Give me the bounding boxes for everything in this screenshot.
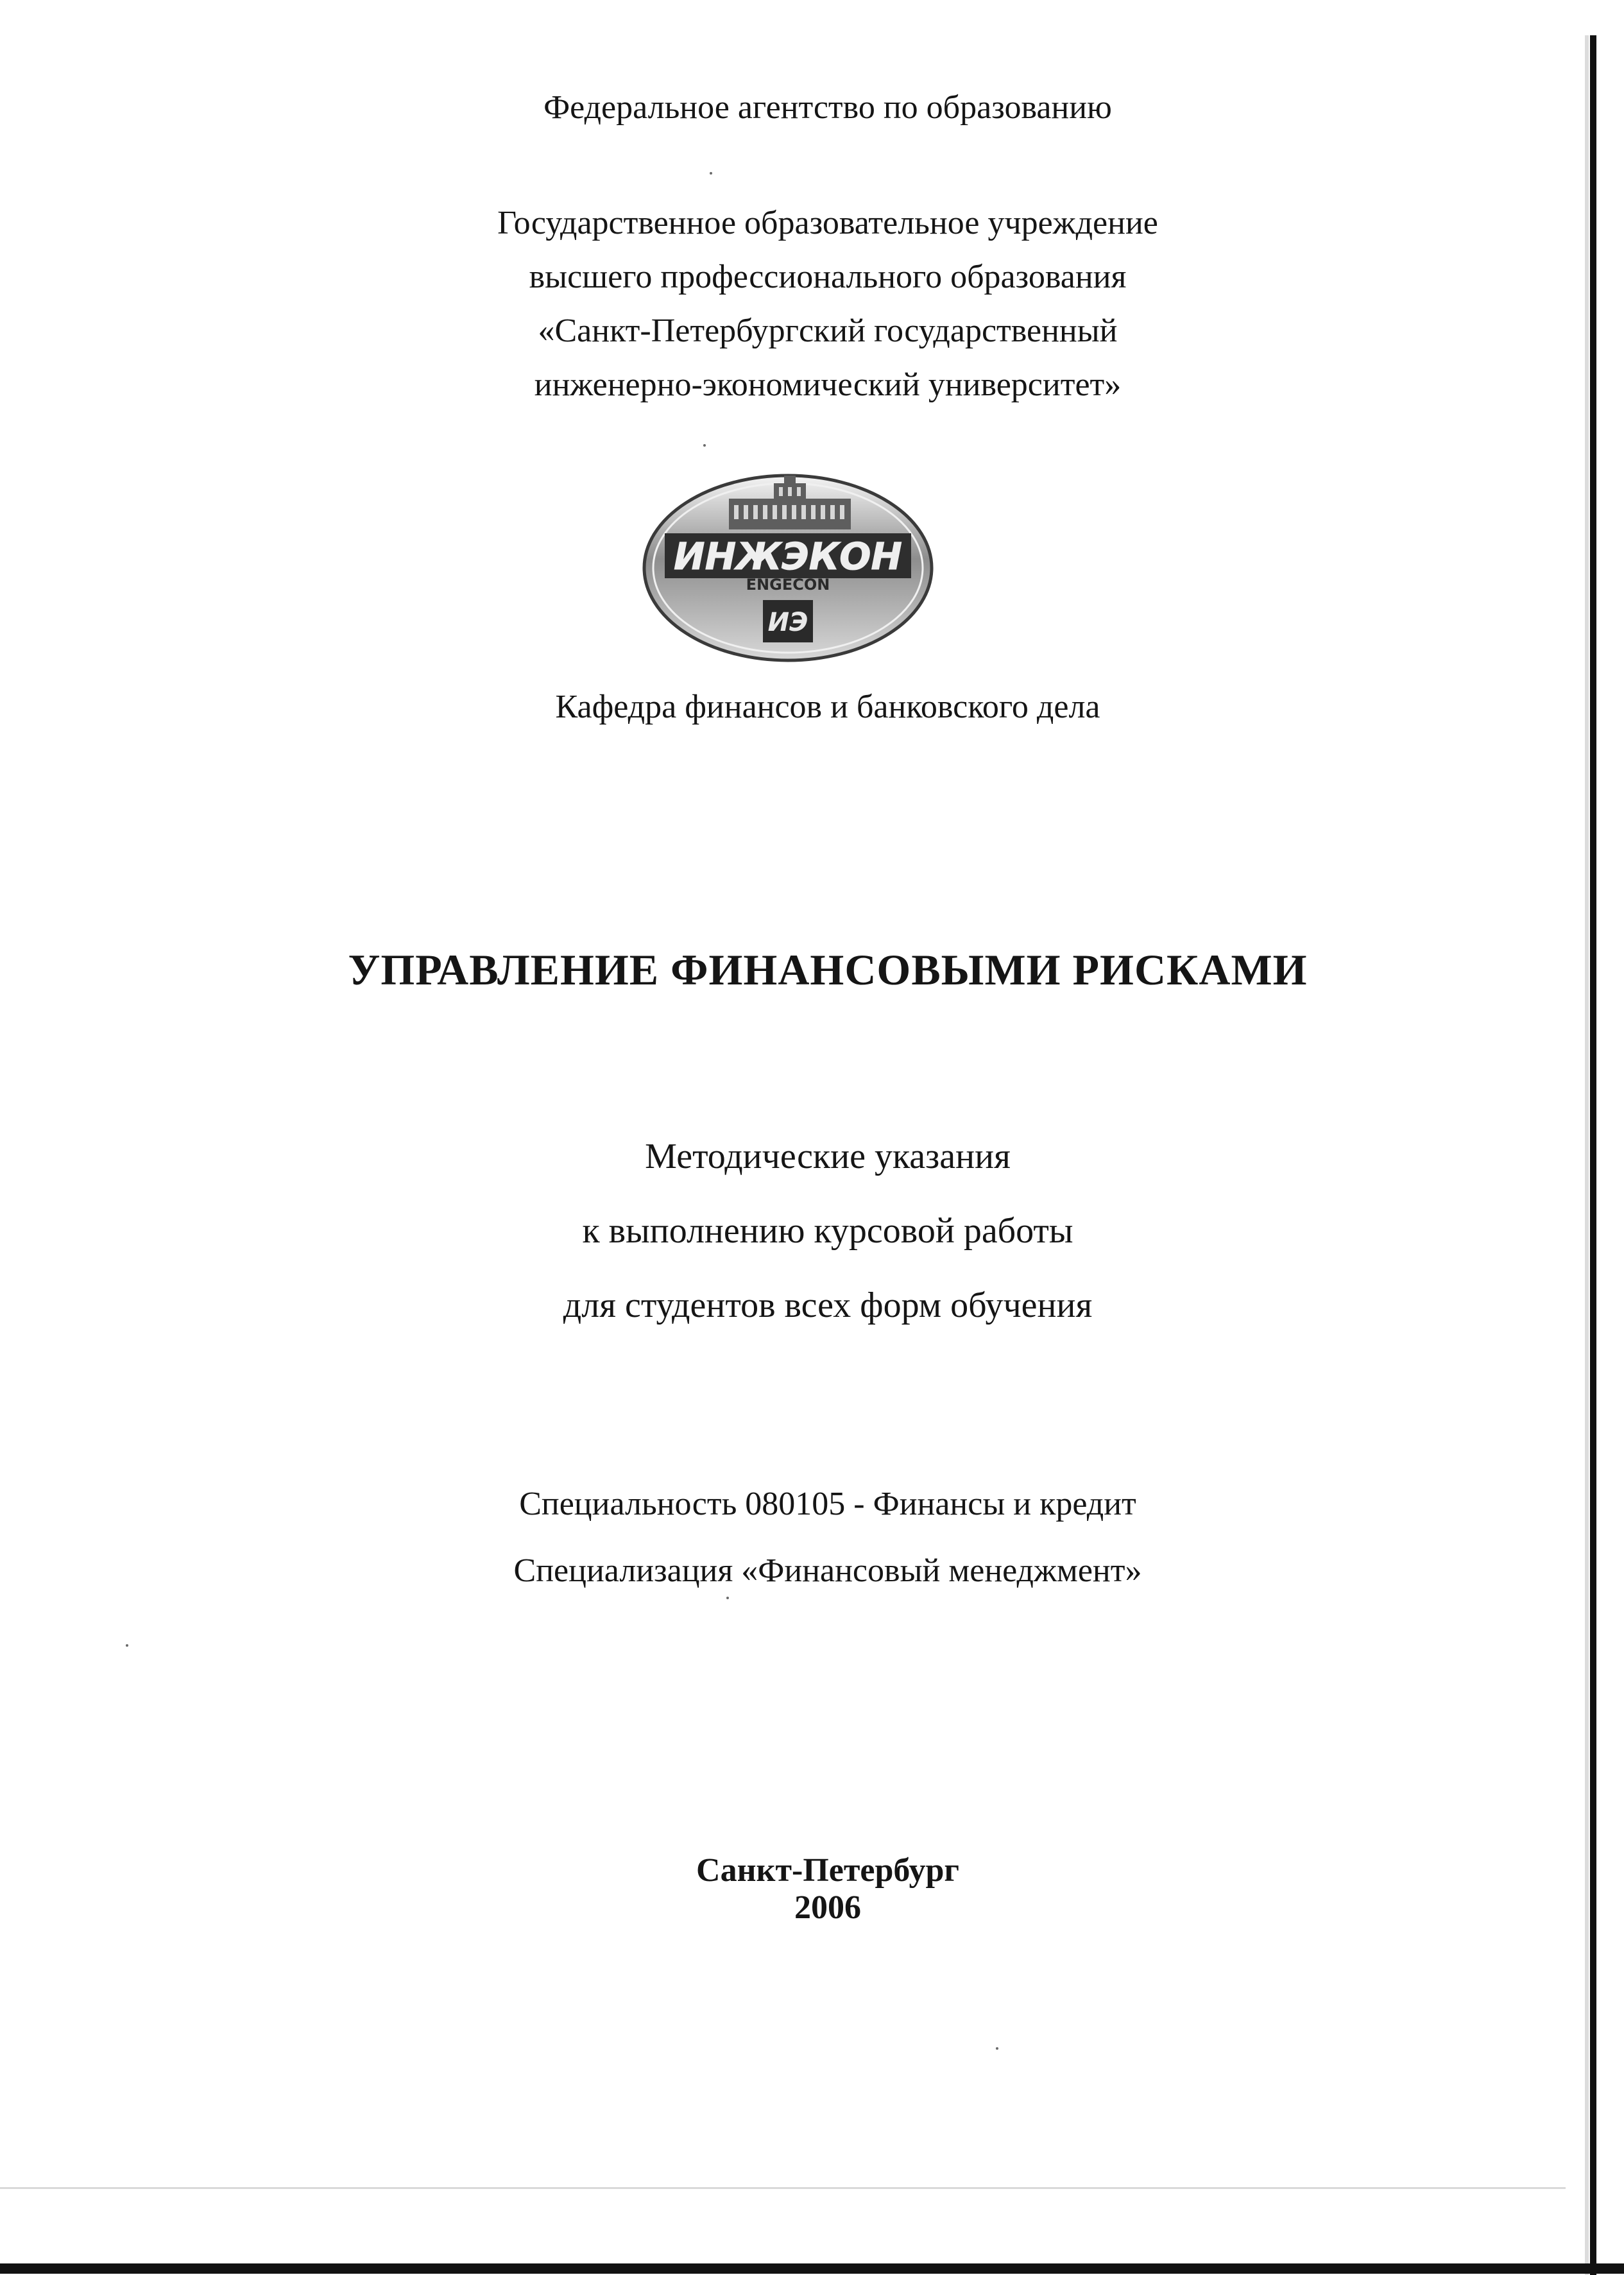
institution-line-2: высшего профессионального образования <box>529 259 1127 295</box>
subtitle-line-3: для студентов всех форм обучения <box>563 1285 1093 1325</box>
specialty-line: Специальность 080105 - Финансы и кредит <box>519 1486 1136 1522</box>
institution-line-3: «Санкт-Петербургский государственный <box>538 313 1118 349</box>
city-line: Санкт-Петербург <box>696 1852 959 1889</box>
scan-edge-shadow <box>1585 35 1589 2275</box>
institution-line-1: Государственное образовательное учреждение <box>497 205 1158 241</box>
university-emblem-icon <box>640 472 936 664</box>
scan-speck <box>726 1597 729 1599</box>
specialization-line: Специализация «Финансовый менеджмент» <box>513 1552 1142 1589</box>
scan-edge-bottom <box>0 2263 1624 2274</box>
subtitle-line-1: Методические указания <box>645 1137 1011 1176</box>
agency-name: Федеральное агентство по образованию <box>543 89 1112 126</box>
scan-speck <box>703 444 706 447</box>
scan-speck <box>126 1644 128 1647</box>
emblem-name: ИНЖЭКОН <box>674 535 902 578</box>
scan-edge-right <box>1590 35 1596 2275</box>
document-title: УПРАВЛЕНИЕ ФИНАНСОВЫМИ РИСКАМИ <box>348 945 1308 994</box>
emblem-latin-name: ENGECON <box>746 576 830 594</box>
subtitle-line-2: к выполнению курсовой работы <box>582 1211 1073 1251</box>
year-line: 2006 <box>794 1889 861 1926</box>
scan-edge-faint-line <box>0 2187 1566 2189</box>
scan-speck <box>996 2047 998 2050</box>
emblem-monogram: ИЭ <box>767 608 808 637</box>
department-name: Кафедра финансов и банковского дела <box>555 689 1100 725</box>
institution-line-4: инженерно-экономический университет» <box>534 366 1122 403</box>
scan-speck <box>710 172 712 175</box>
